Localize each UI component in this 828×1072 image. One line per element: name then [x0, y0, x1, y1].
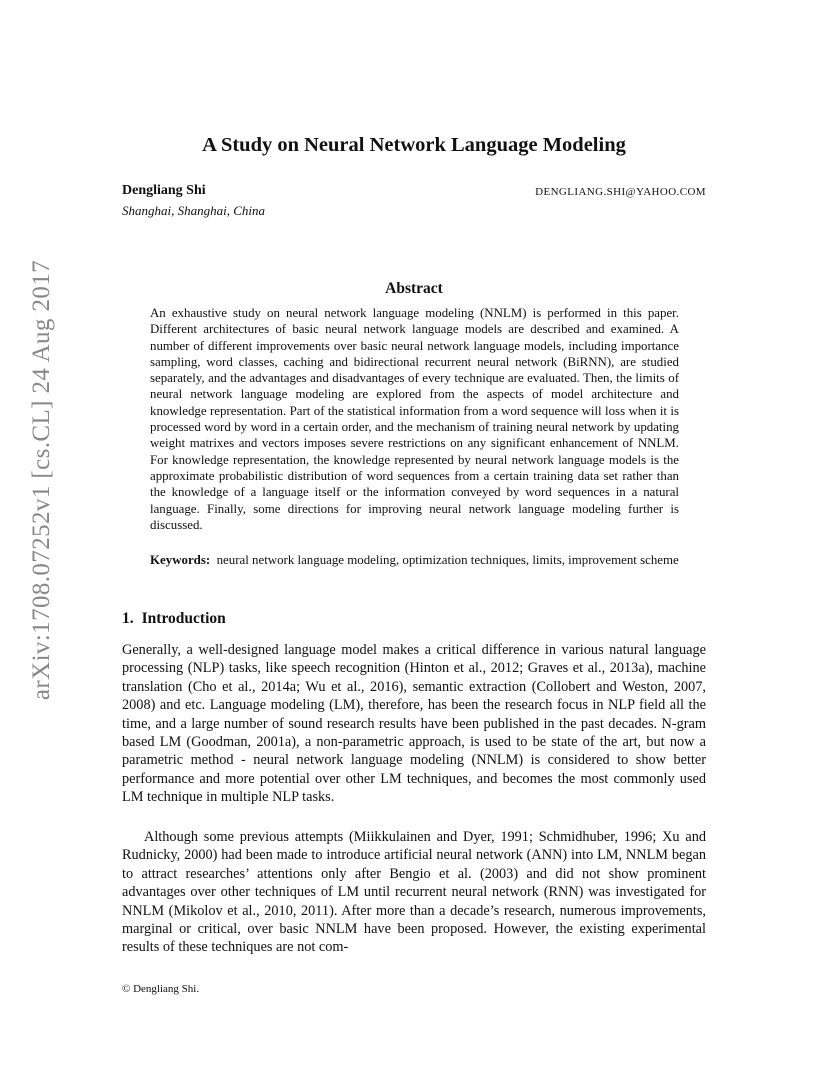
- abstract-body: An exhaustive study on neural network language modeling (NNLM) is performed in this paper. Different architectures of basic neural network language models are described and examined. A number of different improvements over basic neural network language models, including importance sampling, word classes, caching and bidirectional recurrent neural network (BiRNN), are studied separately, and the advantages and disadvantages of every technique are evaluated. Then, the limits of neural network language modeling are explored from the aspects of model architecture and knowledge representation. Part of the statistical information from a word sequence will loss when it is processed word by word in a certain order, and the mechanism of training neural network by updating weight matrixes and vectors imposes severe restrictions on any significant enhancement of NNLM. For knowledge representation, the knowledge represented by neural network language models is the approximate probabilistic distribution of word sequences from a certain training data set rather than the knowledge of a language itself or the information conveyed by word sequences in a natural language. Finally, some directions for improving neural network language modeling further is discussed.: [150, 306, 679, 532]
- paper-title: A Study on Neural Network Language Modeling: [202, 134, 626, 156]
- keywords-label: Keywords:: [150, 553, 211, 567]
- section-heading-introduction: [122, 610, 226, 628]
- author-name: Dengliang Shi: [122, 183, 206, 198]
- arxiv-identifier-stamp: [22, 260, 62, 700]
- abstract-heading: Abstract: [385, 280, 443, 297]
- section-title: Introduction: [141, 610, 226, 627]
- copyright-footnote: © Dengliang Shi.: [122, 983, 200, 995]
- introduction-paragraph-2: Although some previous attempts (Miikkulainen and Dyer, 1991; Schmidhuber, 1996; Xu and Rudnicky, 2000) had been made to introduce artificial neural network (ANN) into LM, NNLM began to attract researches’ attentions only after Bengio et al. (2003) and did not show prominent advantages over other techniques of LM until recurrent neural network (RNN) was investigated for NNLM (Mikolov et al., 2010, 2011). After more than a decade’s research, numerous improvements, marginal or critical, over basic NNLM have been proposed. However, the existing experimental results of these techniques are not com-: [122, 829, 706, 956]
- author-email: DENGLIANG.SHI@YAHOO.COM: [535, 186, 706, 198]
- author-affiliation: Shanghai, Shanghai, China: [122, 203, 266, 218]
- arxiv-identifier-text: arXiv:1708.07252v1 [cs.CL] 24 Aug 2017: [28, 259, 56, 701]
- section-number: 1.: [122, 610, 134, 627]
- keywords-text: neural network language modeling, optimization techniques, limits, improvement scheme: [216, 553, 679, 567]
- introduction-paragraph-1: Generally, a well-designed language model makes a critical difference in various natural language processing (NLP) tasks, like speech recognition (Hinton et al., 2012; Graves et al., 2013a), machine translation (Cho et al., 2014a; Wu et al., 2016), semantic extraction (Collobert and Weston, 2007, 2008) and etc. Language modeling (LM), therefore, has been the research focus in NLP field all the time, and a large number of sound research results have been published in the past decades. N-gram based LM (Goodman, 2001a), a non-parametric approach, is used to be state of the art, but now a parametric method - neural network language modeling (NNLM) is considered to show better performance and more potential over other LM techniques, and becomes the most commonly used LM technique in multiple NLP tasks.: [122, 642, 706, 806]
- keywords: [150, 552, 679, 568]
